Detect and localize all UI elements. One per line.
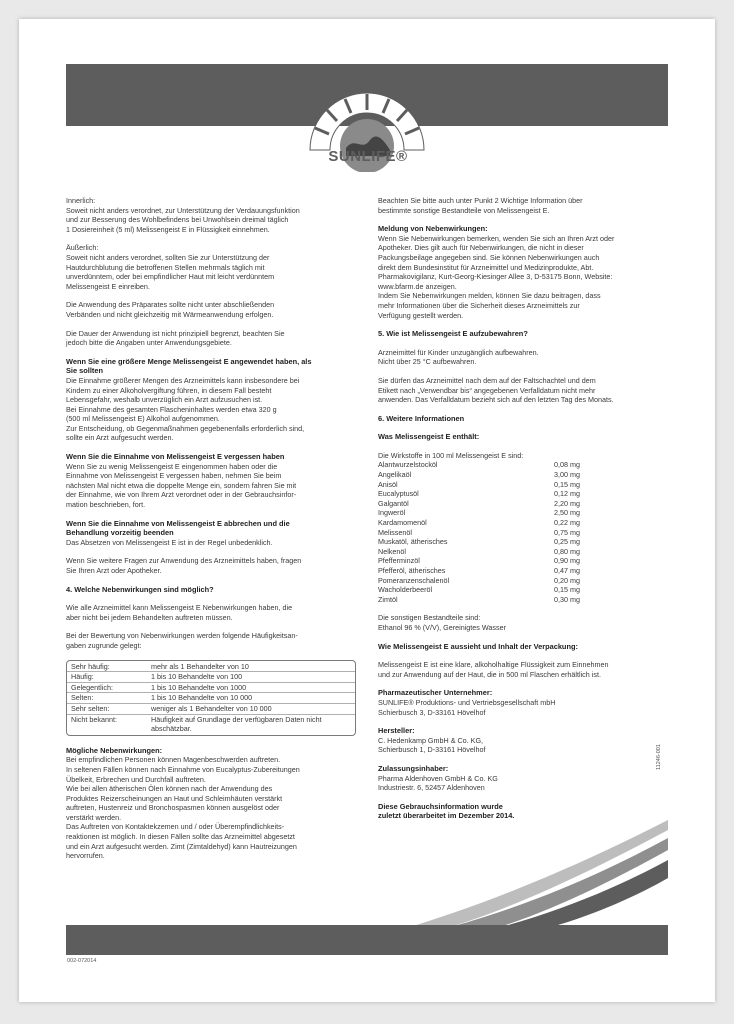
paragraph: Innerlich: Soweit nicht anders verordnet, zur Unterstützung der Verdauungsfunktion und zur Besserung des Wohlbefindens bei Unwohlsein dreimal täglich 1 Dosiereinheit (5 ml) Melissengeist E in Flüssigkeit einnehmen.: [66, 196, 300, 234]
paragraph: Das Absetzen von Melissengeist E ist in der Regel unbedenklich.: [66, 537, 273, 547]
paragraph: Sie dürfen das Arzneimittel nach dem auf der Faltschachtel und dem Etikett nach „Verwendbar bis“ angegebenen Verfalldatum nicht mehr anwenden. Das Verfalldatum bezieht sich auf den letzten Tag des Monats.: [378, 375, 614, 405]
section-heading: Mögliche Nebenwirkungen:: [66, 745, 163, 755]
paragraph: Bei der Bewertung von Nebenwirkungen werden folgende Häufigkeitsan- gaben zugrunde gelegt:: [66, 631, 298, 650]
list-item: Pfefferminzöl 0,90 mg: [378, 556, 580, 566]
paragraph: Pharma Aldenhoven GmbH & Co. KG Industriestr. 6, 52457 Aldenhoven: [378, 773, 498, 793]
section-heading: Pharmazeutischer Unternehmer:: [378, 688, 493, 698]
table-row: Sehr selten: weniger als 1 Behandelter von 10 000: [67, 704, 355, 715]
paragraph: Äußerlich: Soweit nicht anders verordnet, sollten Sie zur Unterstützung der Hautdurchblutung die betroffenen Stellen mehrmals täglich mit unverdünntem, oder bei empfindlicher Haut mit leicht verdünntem Melissengeist E einreiben.: [66, 243, 275, 291]
right-column: [378, 196, 668, 821]
section-heading: 6. Weitere Informationen: [378, 413, 465, 423]
list-item: Melissenöl 0,75 mg: [378, 527, 580, 537]
section-heading: Was Melissengeist E enthält:: [378, 432, 480, 442]
table-row: Selten: 1 bis 10 Behandelte von 10 000: [67, 693, 355, 704]
list-item: Angelikaöl 3,00 mg: [378, 470, 580, 480]
list-item: Pfefferöl, ätherisches 0,47 mg: [378, 566, 580, 575]
section-heading: 5. Wie ist Melissengeist E aufzubewahren?: [378, 329, 528, 339]
list-item: Anisöl 0,15 mg: [378, 479, 580, 489]
section-heading: Wenn Sie die Einnahme von Melissengeist E vergessen haben: [66, 452, 285, 462]
paragraph: SUNLIFE® Produktions- und Vertriebsgesellschaft mbH Schierbusch 3, D-33161 Hövelhof: [378, 697, 556, 717]
document-code: 002-072014: [67, 958, 97, 964]
section-heading: Meldung von Nebenwirkungen:: [378, 224, 488, 234]
table-row: Sehr häufig: mehr als 1 Behandelter von 10: [67, 662, 355, 673]
paragraph: Die Einnahme größerer Mengen des Arzneimittels kann insbesondere bei Kindern zu einer Alkoholvergiftung führen, in diesem Fall besteht Lebensgefahr, weshalb unverzüglich ein Arzt aufzusuchen ist. Bei Einnahme des gesamten Flascheninhaltes werden etwa 320 g (500 ml Melissengeist E) Alkohol aufgenommen. Zur Entscheidung, ob Gegenmaßnahmen gegebenenfalls erforderlich sind, sollte ein Arzt aufgesucht werden.: [66, 375, 305, 443]
table-row: Nicht bekannt: Häufigkeit auf Grundlage der verfügbaren Daten nicht abschätzbar.: [71, 714, 322, 734]
left-column: [66, 196, 356, 870]
ingredient-intro: Die Wirkstoffe in 100 ml Melissengeist E sind:: [378, 450, 524, 460]
footer-swoosh: [380, 820, 670, 930]
brand-name: SUNLIFE®: [328, 148, 408, 165]
list-item: Pomeranzenschalenöl 0,20 mg: [378, 575, 580, 585]
revision-note: Diese Gebrauchsinformation wurde zuletzt überarbeitet im Dezember 2014.: [378, 801, 515, 821]
paragraph: Wie alle Arzneimittel kann Melissengeist E Nebenwirkungen haben, die aber nicht bei jedem Behandelten auftreten müssen.: [66, 603, 293, 622]
list-item: Eucalyptusöl 0,12 mg: [378, 489, 580, 499]
list-item: Nelkenöl 0,80 mg: [378, 546, 580, 556]
paragraph: C. Hedenkamp GmbH & Co. KG, Schierbusch 1, D-33161 Hövelhof: [378, 735, 486, 755]
paragraph: Die sonstigen Bestandteile sind: Ethanol 96 % (V/V), Gereinigtes Wasser: [378, 613, 506, 632]
side-code: 11246-001: [656, 744, 662, 770]
frequency-table: [66, 660, 356, 736]
list-item: Kardamomenöl 0,22 mg: [378, 518, 580, 528]
section-heading: Wenn Sie eine größere Menge Melissengeist E angewendet haben, als Sie sollten: [66, 356, 312, 376]
list-item: Wacholderbeeröl 0,15 mg: [378, 585, 580, 595]
table-row: Gelegentlich: 1 bis 10 Behandelte von 1000: [67, 683, 355, 694]
list-item: Ingweröl 2,50 mg: [378, 508, 580, 518]
paragraph: Wenn Sie zu wenig Melissengeist E eingenommen haben oder die Einnahme von Melissengeist E vergessen haben, nehmen Sie beim nächsten Mal nicht etwa die doppelte Menge ein, sondern fahren Sie mit der Einnahme, wie von Ihrem Arzt verordnet oder in der Gebrauchsinfor- mation beschrieben, fort.: [66, 461, 297, 510]
table-row: Häufig: 1 bis 10 Behandelte von 100: [67, 672, 355, 683]
footer-banner: [66, 925, 668, 955]
list-item: Galgantöl 2,20 mg: [378, 498, 580, 508]
paragraph: Wenn Sie weitere Fragen zur Anwendung des Arzneimittels haben, fragen Sie Ihren Arzt oder Apotheker.: [66, 556, 302, 575]
section-heading: 4. Welche Nebenwirkungen sind möglich?: [66, 584, 214, 594]
section-heading: Wenn Sie die Einnahme von Melissengeist E abbrechen und die Behandlung vorzeitig beenden: [66, 518, 290, 538]
list-item: Alantwurzelstocköl 0,08 mg: [378, 460, 580, 470]
paragraph: Wenn Sie Nebenwirkungen bemerken, wenden Sie sich an Ihren Arzt oder Apotheker. Dies gilt auch für Nebenwirkungen, die nicht in dieser Packungsbeilage angegeben sind. Sie können Nebenwirkungen auch direkt dem Bundesinstitut für Arzneimittel und Medizinprodukte, Abt. Pharmakovigilanz, Kurt-Georg-Kiesinger Allee 3, D-53175 Bonn, Website: www.bfarm.de anzeigen. Indem Sie Nebenwirkungen melden, können Sie dazu beitragen, dass mehr Informationen über die Sicherheit dieses Arzneimittels zur Verfügung gestellt werden.: [378, 233, 615, 320]
paragraph: Die Dauer der Anwendung ist nicht prinzipiell begrenzt, beachten Sie jedoch bitte die Angaben unter Anwendungsgebiete.: [66, 328, 285, 348]
paragraph: Bei empfindlichen Personen können Magenbeschwerden auftreten. In seltenen Fällen können nach Einnahme von Eucalyptus-Zubereitungen Übelkeit, Erbrechen und Durchfall auftreten. Wie bei allen ätherischen Ölen können nach der Anwendung des Produktes Reizerscheinungen an Haut und Schleimhäuten verstärkt auftreten, Hustenreiz und Bronchospasmen können ausgelöst oder verstärkt werden. Das Auftreten von Kontaktekzemen und / oder Überempfindlichkeits- reaktionen ist möglich. In diesen Fällen sollte das Arzneimittel abgesetzt und ein Arzt aufgesucht werden. Zimt (Zimtaldehyd) kann Hautreizungen hervorrufen.: [66, 755, 300, 861]
list-item: Zimtöl 0,30 mg: [378, 594, 580, 604]
ingredient-list: [378, 460, 668, 604]
section-heading: Zulassungsinhaber:: [378, 763, 449, 773]
section-heading: Wie Melissengeist E aussieht und Inhalt der Verpackung:: [378, 641, 578, 651]
list-item: Muskatöl, ätherisches 0,25 mg: [378, 537, 580, 547]
paragraph: Arzneimittel für Kinder unzugänglich aufbewahren. Nicht über 25 °C aufbewahren.: [378, 347, 539, 367]
paragraph: Beachten Sie bitte auch unter Punkt 2 Wichtige Information über bestimmte sonstige Bestandteile von Melissengeist E.: [378, 196, 583, 215]
paragraph: Melissengeist E ist eine klare, alkoholhaltige Flüssigkeit zum Einnehmen und zur Anwendung auf der Haut, die in 500 ml Flaschen erhältlich ist.: [378, 660, 609, 679]
paragraph: Die Anwendung des Präparates sollte nicht unter abschließenden Verbänden und nicht gleichzeitig mit Wärmeanwendung erfolgen.: [66, 300, 275, 319]
section-heading: Hersteller:: [378, 726, 415, 736]
